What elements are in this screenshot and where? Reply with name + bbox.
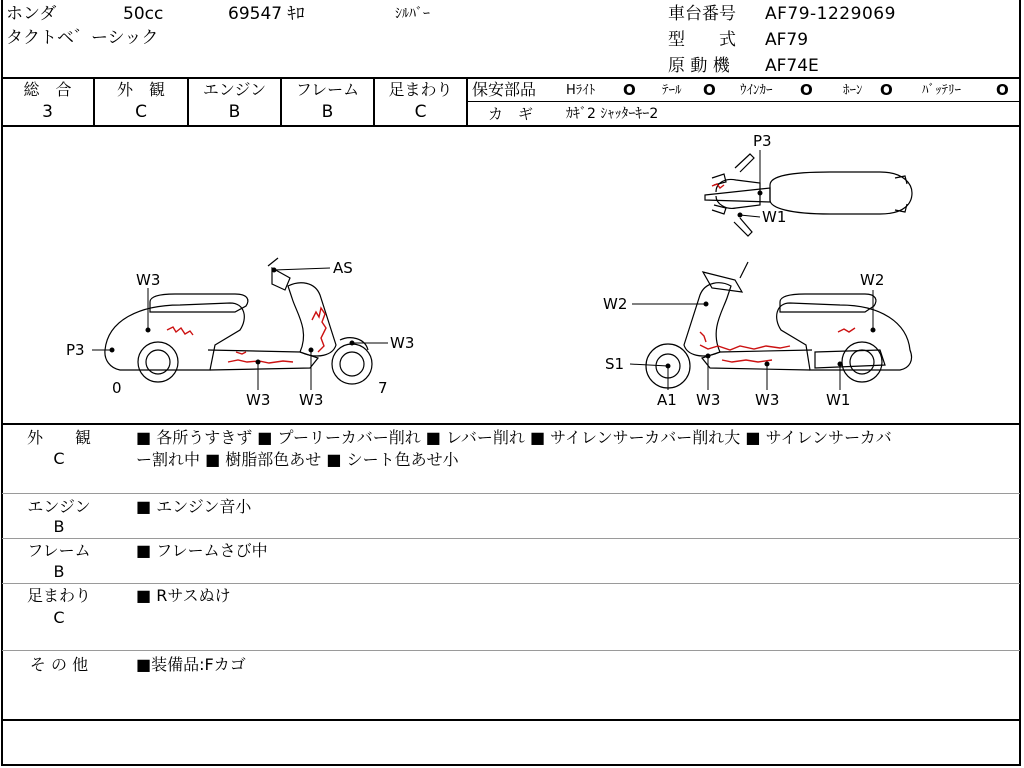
- grade-value-frame: B: [321, 102, 334, 122]
- safety-mark-horn: O: [880, 81, 893, 99]
- label-top-w1: W1: [762, 208, 787, 226]
- note-grade-frame: B: [53, 562, 65, 581]
- grade-value-exterior: C: [135, 102, 147, 122]
- damage-marks-right: [700, 328, 855, 362]
- grade-label-total: 総 合: [23, 80, 72, 99]
- grade-label-suspension: 足まわり: [388, 80, 453, 99]
- label-right-w1: W1: [826, 391, 851, 409]
- safety-label: 保安部品: [472, 80, 537, 99]
- label-right-w2-body: W2: [860, 271, 885, 289]
- engine-value: AF74E: [765, 56, 819, 76]
- label-left-w3-seat: W3: [136, 271, 161, 289]
- safety-item-winker: ｳｲﾝｶｰ: [740, 83, 773, 98]
- label-right-s1: S1: [605, 355, 625, 373]
- safety-mark-winker: O: [800, 81, 813, 99]
- note-text-exterior-2: ー割れ中 ■ 樹脂部色あせ ■ シート色あせ小: [136, 450, 459, 469]
- label-top-p3: P3: [753, 132, 772, 150]
- note-label-engine: エンジン: [27, 497, 91, 516]
- frame-no: AF79-1229069: [765, 4, 896, 24]
- note-grade-engine: B: [53, 517, 65, 536]
- displacement: 50cc: [123, 4, 164, 24]
- note-label-other: そ の 他: [29, 655, 89, 674]
- key-value: ｶｷﾞ2 ｼｬｯﾀｰｷｰ2: [566, 106, 659, 122]
- label-left-0: 0: [112, 379, 122, 397]
- grade-label-engine: エンジン: [202, 80, 267, 99]
- frame-no-label: 車台番号: [668, 4, 736, 24]
- note-text-suspension: ■ Rサスぬけ: [136, 586, 231, 605]
- safety-mark-tail: O: [703, 81, 716, 99]
- engine-label: 原 動 機: [668, 56, 730, 76]
- note-text-frame: ■ フレームさび中: [136, 541, 268, 560]
- maker: ホンダ: [6, 4, 57, 24]
- color: ｼﾙﾊﾞｰ: [395, 6, 430, 22]
- notes-bottom-line: [1, 719, 1021, 721]
- damage-marks-top: [712, 184, 724, 188]
- label-left-w3-front: W3: [390, 334, 415, 352]
- key-label: カ ギ: [488, 105, 534, 123]
- grade-label-frame: フレーム: [295, 80, 360, 99]
- mileage: 69547 ｷﾛ: [228, 4, 305, 24]
- label-left-w3-shield: W3: [299, 391, 324, 409]
- grade-value-suspension: C: [414, 102, 427, 122]
- safety-mark-battery: O: [996, 81, 1009, 99]
- type-label: 型 式: [668, 30, 736, 50]
- note-text-engine: ■ エンジン音小: [136, 497, 252, 516]
- label-right-a1: A1: [657, 391, 677, 409]
- type-value: AF79: [765, 30, 809, 50]
- label-right-w3-step: W3: [755, 391, 780, 409]
- safety-item-battery: ﾊﾞｯﾃﾘｰ: [922, 83, 961, 98]
- note-text-other: ■装備品:Fカゴ: [136, 655, 246, 674]
- safety-mark-headlight: O: [623, 81, 636, 99]
- note-grade-exterior: C: [53, 449, 65, 468]
- label-left-7: 7: [378, 379, 388, 397]
- damage-marks-left: [167, 308, 326, 363]
- label-right-w3-floor: W3: [696, 391, 721, 409]
- note-grade-suspension: C: [53, 608, 65, 627]
- note-label-frame: フレーム: [27, 541, 91, 560]
- note-label-suspension: 足まわり: [26, 586, 91, 605]
- label-left-as: AS: [333, 259, 353, 277]
- grade-label-exterior: 外 観: [116, 80, 165, 99]
- scooter-top-view: [705, 154, 912, 236]
- safety-item-horn: ﾎｰﾝ: [843, 83, 863, 98]
- grade-value-engine: B: [228, 102, 241, 122]
- label-left-p3: P3: [66, 341, 85, 359]
- model-name: タクトベ゛ーシック: [6, 28, 159, 48]
- safety-item-tail: ﾃｰﾙ: [662, 83, 682, 98]
- safety-item-headlight: Hﾗｲﾄ: [566, 83, 596, 98]
- leader-lines: [92, 150, 875, 390]
- label-right-w2-shield: W2: [603, 295, 628, 313]
- label-left-w3-floor: W3: [246, 391, 271, 409]
- note-label-exterior: 外 観: [26, 428, 91, 447]
- note-text-exterior-1: ■ 各所うすきず ■ プーリーカバー削れ ■ レバー削れ ■ サイレンサーカバー削れ大 ■ サイレンサーカバ: [136, 428, 892, 447]
- grade-value-total: 3: [42, 102, 53, 122]
- notes-top-line: [1, 423, 1021, 425]
